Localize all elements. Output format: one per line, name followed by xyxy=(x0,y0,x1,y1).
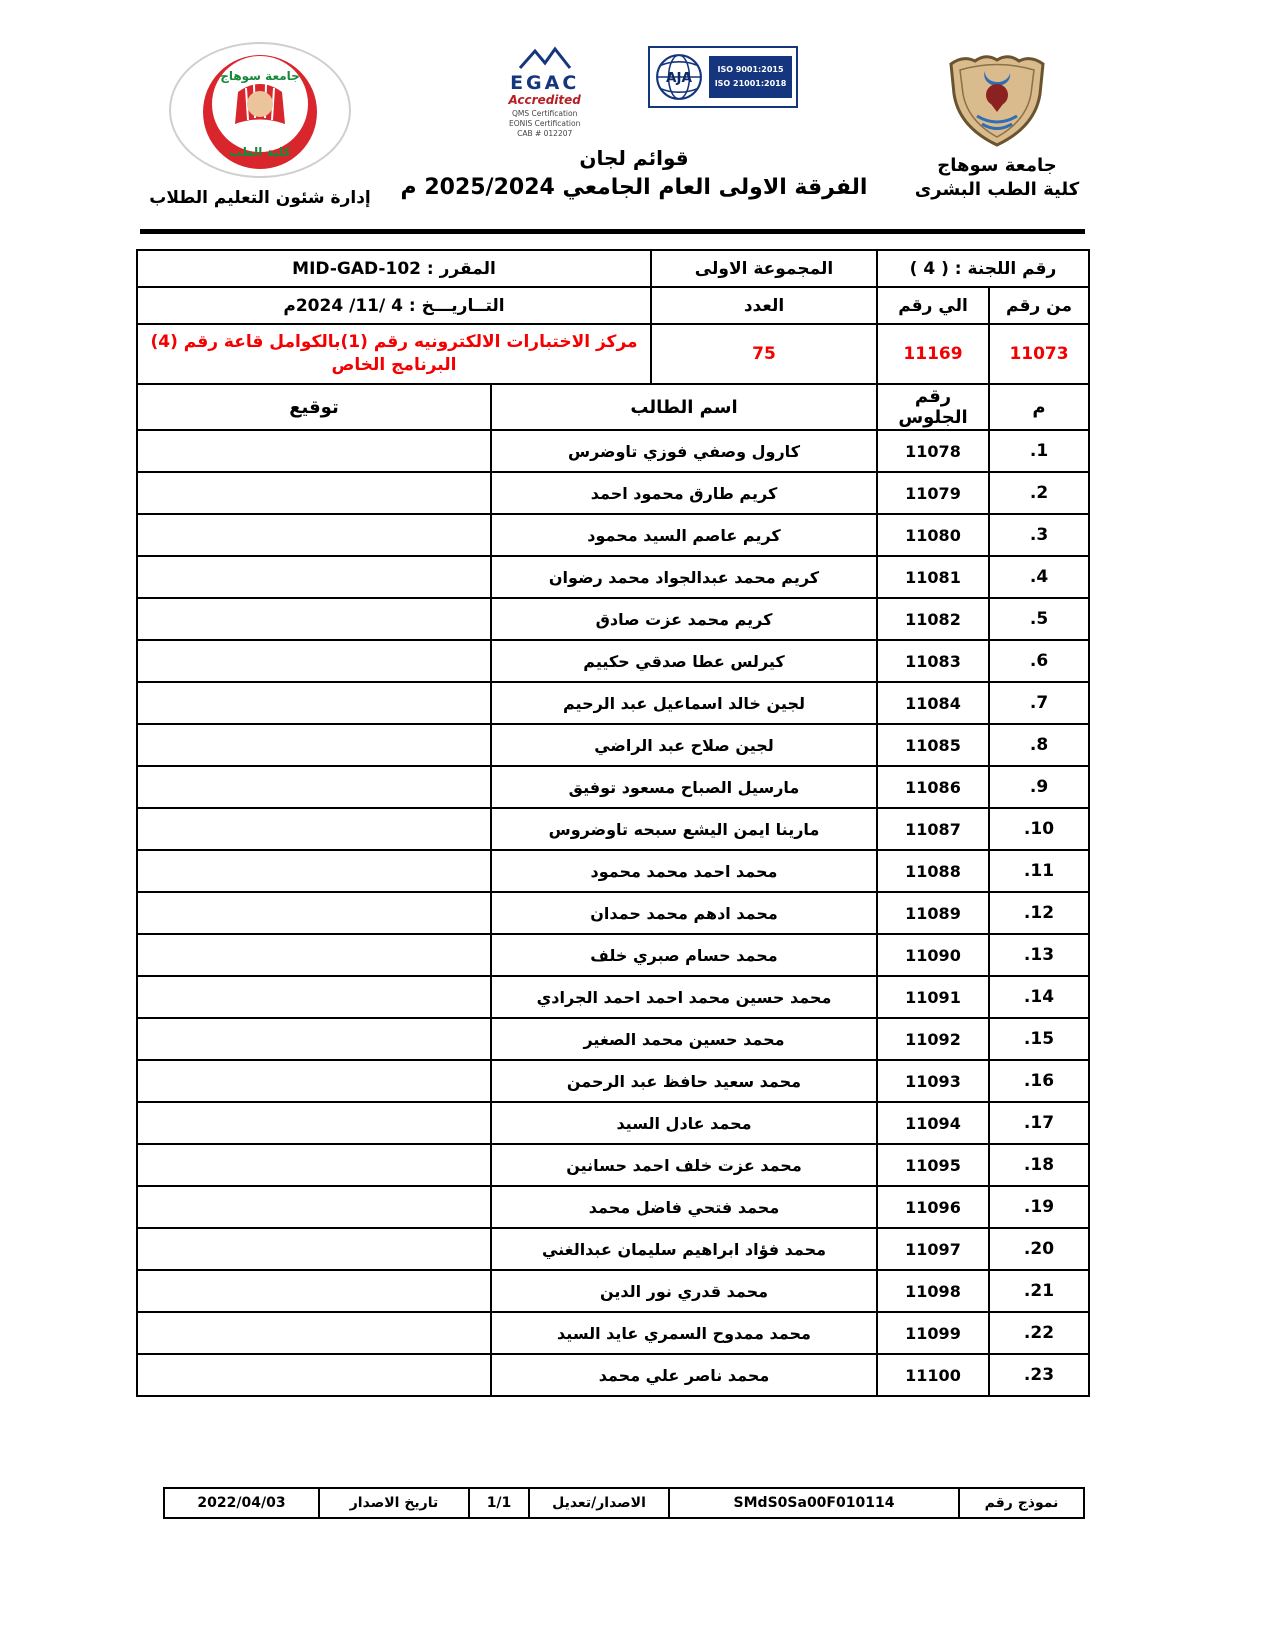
egac-sub3: CAB # 012207 xyxy=(517,128,573,138)
row-index: 16. xyxy=(989,1060,1089,1102)
from-number-value: 11073 xyxy=(989,324,1089,384)
header-divider xyxy=(140,229,1085,234)
seat-number: 11079 xyxy=(877,472,989,514)
egac-sub1: QMS Certification xyxy=(512,109,578,118)
seat-number: 11091 xyxy=(877,976,989,1018)
seat-number: 11097 xyxy=(877,1228,989,1270)
table-row xyxy=(137,472,1089,514)
student-name: محمد حسام صبري خلف xyxy=(491,934,877,976)
accreditation-logos xyxy=(388,46,880,138)
issue-date-label: تاريخ الاصدار xyxy=(319,1488,469,1518)
signature-cell xyxy=(137,1186,491,1228)
student-name: محمد فؤاد ابراهيم سليمان عبدالغني xyxy=(491,1228,877,1270)
student-name: كريم محمد عبدالجواد محمد رضوان xyxy=(491,556,877,598)
row-index: 5. xyxy=(989,598,1089,640)
info-row-3 xyxy=(137,324,1089,384)
row-index: 18. xyxy=(989,1144,1089,1186)
header-index: م xyxy=(989,384,1089,430)
student-table-body xyxy=(137,430,1089,1396)
student-name: كارول وصفي فوزي تاوضرس xyxy=(491,430,877,472)
table-row xyxy=(137,1144,1089,1186)
student-name: محمد ممدوح السمري عايد السيد xyxy=(491,1312,877,1354)
student-name: محمد ادهم محمد حمدان xyxy=(491,892,877,934)
admin-label: إدارة شئون التعليم الطلاب xyxy=(149,188,371,208)
faculty-name: كلية الطب البشرى xyxy=(914,179,1080,201)
student-name: كريم طارق محمود احمد xyxy=(491,472,877,514)
signature-cell xyxy=(137,1060,491,1102)
footer-table xyxy=(163,1487,1085,1519)
student-name: محمد ناصر علي محمد xyxy=(491,1354,877,1396)
signature-cell xyxy=(137,598,491,640)
college-logo-icon xyxy=(168,40,353,180)
table-row xyxy=(137,514,1089,556)
signature-cell xyxy=(137,640,491,682)
students-table xyxy=(136,383,1090,1397)
seat-number: 11088 xyxy=(877,850,989,892)
aja-globe-icon xyxy=(654,52,704,102)
exam-location-line1: مركز الاختبارات الالكترونيه رقم (1)بالكوامل قاعة رقم (4) xyxy=(150,332,638,353)
seat-number: 11081 xyxy=(877,556,989,598)
seat-number: 11078 xyxy=(877,430,989,472)
table-row xyxy=(137,1354,1089,1396)
seat-number: 11089 xyxy=(877,892,989,934)
row-index: 4. xyxy=(989,556,1089,598)
committee-info-table xyxy=(136,249,1090,385)
form-number-label: نموذج رقم xyxy=(959,1488,1084,1518)
aja-logo xyxy=(648,46,799,108)
table-row xyxy=(137,556,1089,598)
document-title: قوائم لجان xyxy=(579,146,689,171)
seat-number: 11099 xyxy=(877,1312,989,1354)
from-number-label: من رقم xyxy=(989,287,1089,324)
table-row xyxy=(137,682,1089,724)
egac-mountains-icon xyxy=(515,46,575,70)
seat-number: 11098 xyxy=(877,1270,989,1312)
egac-name: EGAC xyxy=(510,72,580,94)
committee-number-cell: رقم اللجنة : ( 4 ) xyxy=(877,250,1089,287)
release-label: الاصدار/تعديل xyxy=(529,1488,669,1518)
table-row xyxy=(137,1018,1089,1060)
header-center-block xyxy=(388,46,880,200)
document-subtitle: الفرقة الاولى العام الجامعي 2025/2024 م xyxy=(400,175,868,201)
signature-cell xyxy=(137,514,491,556)
egac-sub2: EONIS Certification xyxy=(508,118,581,128)
seat-number: 11096 xyxy=(877,1186,989,1228)
signature-cell xyxy=(137,850,491,892)
seat-number: 11080 xyxy=(877,514,989,556)
student-name: محمد عزت خلف احمد حسانين xyxy=(491,1144,877,1186)
signature-cell xyxy=(137,1312,491,1354)
exam-location-line2: البرنامج الخاص xyxy=(331,355,457,375)
signature-cell xyxy=(137,808,491,850)
table-row xyxy=(137,1060,1089,1102)
row-index: 20. xyxy=(989,1228,1089,1270)
footer-row xyxy=(164,1488,1084,1518)
table-row xyxy=(137,1312,1089,1354)
table-row xyxy=(137,1186,1089,1228)
exam-location-cell xyxy=(137,324,651,384)
table-row xyxy=(137,766,1089,808)
signature-cell xyxy=(137,1144,491,1186)
signature-cell xyxy=(137,556,491,598)
to-number-label: الي رقم xyxy=(877,287,989,324)
row-index: 11. xyxy=(989,850,1089,892)
course-cell: المقرر : MID-GAD-102 xyxy=(137,250,651,287)
main-content-box xyxy=(136,249,1088,1397)
row-index: 9. xyxy=(989,766,1089,808)
aja-iso1: ISO 9001:2015 xyxy=(717,65,784,75)
row-index: 23. xyxy=(989,1354,1089,1396)
seat-number: 11095 xyxy=(877,1144,989,1186)
student-name: كريم محمد عزت صادق xyxy=(491,598,877,640)
table-row xyxy=(137,808,1089,850)
info-row-1 xyxy=(137,250,1089,287)
group-cell: المجموعة الاولى xyxy=(651,250,877,287)
count-value: 75 xyxy=(651,324,877,384)
seat-number: 11086 xyxy=(877,766,989,808)
student-name: محمد حسين محمد احمد احمد الجرادي xyxy=(491,976,877,1018)
release-value: 1/1 xyxy=(469,1488,529,1518)
students-table-header xyxy=(137,384,1089,430)
aja-name: AJA xyxy=(665,70,692,87)
form-number-value: SMdS0Sa00F010114 xyxy=(669,1488,959,1518)
student-name: محمد فتحي فاضل محمد xyxy=(491,1186,877,1228)
seat-number: 11090 xyxy=(877,934,989,976)
table-row xyxy=(137,640,1089,682)
table-row xyxy=(137,976,1089,1018)
table-row xyxy=(137,724,1089,766)
university-block xyxy=(888,50,1106,203)
signature-cell xyxy=(137,1228,491,1270)
seat-number: 11085 xyxy=(877,724,989,766)
college-logo-top-text: جامعة سوهاج xyxy=(219,69,300,83)
student-name: مارسيل الصباح مسعود توفيق xyxy=(491,766,877,808)
signature-cell xyxy=(137,934,491,976)
table-row xyxy=(137,1102,1089,1144)
row-index: 8. xyxy=(989,724,1089,766)
signature-cell xyxy=(137,892,491,934)
table-row xyxy=(137,598,1089,640)
table-row xyxy=(137,850,1089,892)
row-index: 13. xyxy=(989,934,1089,976)
row-index: 6. xyxy=(989,640,1089,682)
seat-number: 11094 xyxy=(877,1102,989,1144)
college-admin-block xyxy=(148,40,372,208)
signature-cell xyxy=(137,766,491,808)
signature-cell xyxy=(137,430,491,472)
table-row xyxy=(137,1270,1089,1312)
seat-number: 11092 xyxy=(877,1018,989,1060)
student-name: محمد قدري نور الدين xyxy=(491,1270,877,1312)
date-cell: التــاريـــخ : 4 /11/ 2024م xyxy=(137,287,651,324)
seat-number: 11082 xyxy=(877,598,989,640)
row-index: 7. xyxy=(989,682,1089,724)
row-index: 22. xyxy=(989,1312,1089,1354)
university-shield-icon xyxy=(941,50,1053,150)
university-name: جامعة سوهاج xyxy=(937,155,1057,176)
signature-cell xyxy=(137,1102,491,1144)
student-name: كيرلس عطا صدقي حكييم xyxy=(491,640,877,682)
signature-cell xyxy=(137,472,491,514)
signature-cell xyxy=(137,1354,491,1396)
egac-accredited-label: Accredited xyxy=(508,93,581,107)
student-name: لجين خالد اسماعيل عبد الرحيم xyxy=(491,682,877,724)
row-index: 19. xyxy=(989,1186,1089,1228)
student-name: لجين صلاح عبد الراضي xyxy=(491,724,877,766)
header-seat-number: رقم الجلوس xyxy=(877,384,989,430)
seat-number: 11084 xyxy=(877,682,989,724)
student-name: محمد سعيد حافظ عبد الرحمن xyxy=(491,1060,877,1102)
student-name: كريم عاصم السيد محمود xyxy=(491,514,877,556)
to-number-value: 11169 xyxy=(877,324,989,384)
row-index: 21. xyxy=(989,1270,1089,1312)
row-index: 10. xyxy=(989,808,1089,850)
row-index: 2. xyxy=(989,472,1089,514)
info-row-2 xyxy=(137,287,1089,324)
egac-logo xyxy=(470,46,620,138)
seat-number: 11093 xyxy=(877,1060,989,1102)
row-index: 14. xyxy=(989,976,1089,1018)
table-row xyxy=(137,430,1089,472)
signature-cell xyxy=(137,682,491,724)
seat-number: 11100 xyxy=(877,1354,989,1396)
aja-iso2: ISO 21001:2018 xyxy=(714,79,787,88)
student-name: محمد احمد محمد محمود xyxy=(491,850,877,892)
footer-block xyxy=(163,1487,1085,1519)
seat-number: 11083 xyxy=(877,640,989,682)
student-name: محمد حسين محمد الصغير xyxy=(491,1018,877,1060)
row-index: 12. xyxy=(989,892,1089,934)
student-name: مارينا ايمن اليشع سبحه تاوضروس xyxy=(491,808,877,850)
signature-cell xyxy=(137,1018,491,1060)
count-label: العدد xyxy=(651,287,877,324)
row-index: 1. xyxy=(989,430,1089,472)
table-row xyxy=(137,1228,1089,1270)
row-index: 3. xyxy=(989,514,1089,556)
signature-cell xyxy=(137,724,491,766)
row-index: 17. xyxy=(989,1102,1089,1144)
header-student-name: اسم الطالب xyxy=(491,384,877,430)
college-logo-bottom-text: كلية الطب xyxy=(228,145,291,159)
seat-number: 11087 xyxy=(877,808,989,850)
header-signature: توقيع xyxy=(137,384,491,430)
signature-cell xyxy=(137,1270,491,1312)
signature-cell xyxy=(137,976,491,1018)
row-index: 15. xyxy=(989,1018,1089,1060)
issue-date-value: 2022/04/03 xyxy=(164,1488,319,1518)
student-name: محمد عادل السيد xyxy=(491,1102,877,1144)
table-row xyxy=(137,934,1089,976)
table-row xyxy=(137,892,1089,934)
